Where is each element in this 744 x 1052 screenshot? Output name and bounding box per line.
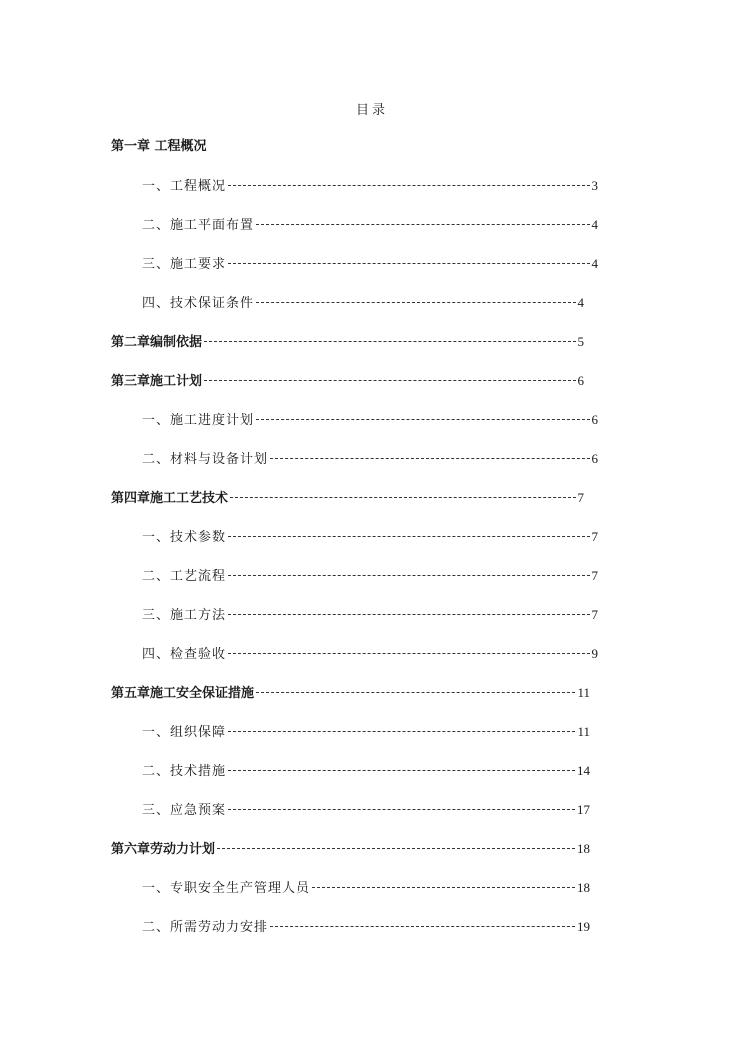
toc-leader	[204, 340, 575, 342]
toc-section-6-2[interactable]	[142, 918, 590, 936]
toc-chapter-4[interactable]	[111, 489, 584, 507]
toc-section-4-2[interactable]	[142, 567, 598, 585]
toc-title: 目录	[355, 103, 388, 118]
toc-entry-label: 二、工艺流程	[142, 569, 227, 584]
toc-entry-label: 第六章劳动力计划	[111, 842, 216, 857]
toc-section-3-2[interactable]	[142, 450, 598, 468]
toc-page-number: 3	[591, 178, 598, 193]
toc-page-number: 9	[591, 646, 598, 661]
toc-entry-label: 二、所需劳动力安排	[142, 920, 269, 935]
toc-leader	[228, 262, 589, 264]
toc-section-1-4[interactable]	[142, 294, 584, 312]
toc-leader	[217, 847, 575, 849]
toc-page-number: 7	[577, 490, 584, 505]
toc-leader	[256, 223, 589, 225]
toc-leader	[204, 379, 575, 381]
toc-entry-label: 一、施工进度计划	[142, 413, 255, 428]
toc-page-number: 4	[591, 256, 598, 271]
toc-chapter-2[interactable]	[111, 333, 584, 351]
toc-section-5-1[interactable]	[142, 723, 590, 741]
toc-page-number: 17	[577, 802, 590, 817]
toc-leader	[230, 496, 575, 498]
toc-entry-label: 四、检查验收	[142, 647, 227, 662]
toc-page-number: 18	[577, 841, 590, 856]
toc-entry-label: 第二章编制依据	[111, 335, 203, 350]
toc-page-number: 4	[591, 217, 598, 232]
toc-page-number: 5	[577, 334, 584, 349]
toc-page-number: 6	[577, 373, 584, 388]
toc-leader	[256, 301, 575, 303]
toc-entry-label: 第五章施工安全保证措施	[111, 686, 255, 701]
toc-section-6-1[interactable]	[142, 879, 590, 897]
toc-page-number: 11	[577, 724, 590, 739]
toc-entry-label: 二、技术措施	[142, 764, 227, 779]
toc-section-3-1[interactable]	[142, 411, 598, 429]
toc-leader	[228, 613, 589, 615]
toc-section-5-2[interactable]	[142, 762, 590, 780]
toc-entry-label: 第四章施工工艺技术	[111, 491, 229, 506]
toc-section-1-2[interactable]	[142, 216, 598, 234]
toc-page-number: 7	[591, 529, 598, 544]
toc-entry-label: 第三章施工计划	[111, 374, 203, 389]
toc-page-number: 18	[577, 880, 590, 895]
toc-leader	[270, 925, 575, 927]
toc-entry-label: 二、施工平面布置	[142, 218, 255, 233]
toc-leader	[228, 535, 589, 537]
toc-chapter-1[interactable]	[111, 138, 207, 156]
toc-entry-label: 第一章 工程概况	[111, 139, 207, 154]
toc-entry-label: 二、材料与设备计划	[142, 452, 269, 467]
toc-entry-label: 三、施工方法	[142, 608, 227, 623]
toc-section-4-3[interactable]	[142, 606, 598, 624]
toc-chapter-3[interactable]	[111, 372, 584, 390]
toc-page-number: 6	[591, 412, 598, 427]
toc-section-1-1[interactable]	[142, 177, 598, 195]
toc-section-4-4[interactable]	[142, 645, 598, 663]
toc-chapter-5[interactable]	[111, 684, 590, 702]
toc-leader	[312, 886, 575, 888]
toc-page-number: 7	[591, 607, 598, 622]
toc-page-number: 19	[577, 919, 590, 934]
toc-page-number: 7	[591, 568, 598, 583]
toc-entry-label: 三、应急预案	[142, 803, 227, 818]
toc-leader	[228, 730, 575, 732]
toc-page-number: 14	[577, 763, 590, 778]
toc-chapter-6[interactable]	[111, 840, 590, 858]
toc-leader	[228, 652, 589, 654]
toc-leader	[256, 418, 589, 420]
toc-page-number: 6	[591, 451, 598, 466]
toc-section-4-1[interactable]	[142, 528, 598, 546]
toc-section-5-3[interactable]	[142, 801, 590, 819]
toc-leader	[228, 574, 589, 576]
toc-leader	[256, 691, 575, 693]
toc-leader	[228, 184, 589, 186]
toc-entry-label: 四、技术保证条件	[142, 296, 255, 311]
toc-entry-label: 一、工程概况	[142, 179, 227, 194]
toc-entry-label: 一、组织保障	[142, 725, 227, 740]
toc-section-1-3[interactable]	[142, 255, 598, 273]
toc-page-number: 11	[577, 685, 590, 700]
toc-entry-label: 一、技术参数	[142, 530, 227, 545]
toc-page-number: 4	[577, 295, 584, 310]
toc-leader	[270, 457, 589, 459]
toc-entry-label: 一、专职安全生产管理人员	[142, 881, 311, 896]
toc-leader	[228, 769, 575, 771]
toc-leader	[228, 808, 575, 810]
toc-entry-label: 三、施工要求	[142, 257, 227, 272]
